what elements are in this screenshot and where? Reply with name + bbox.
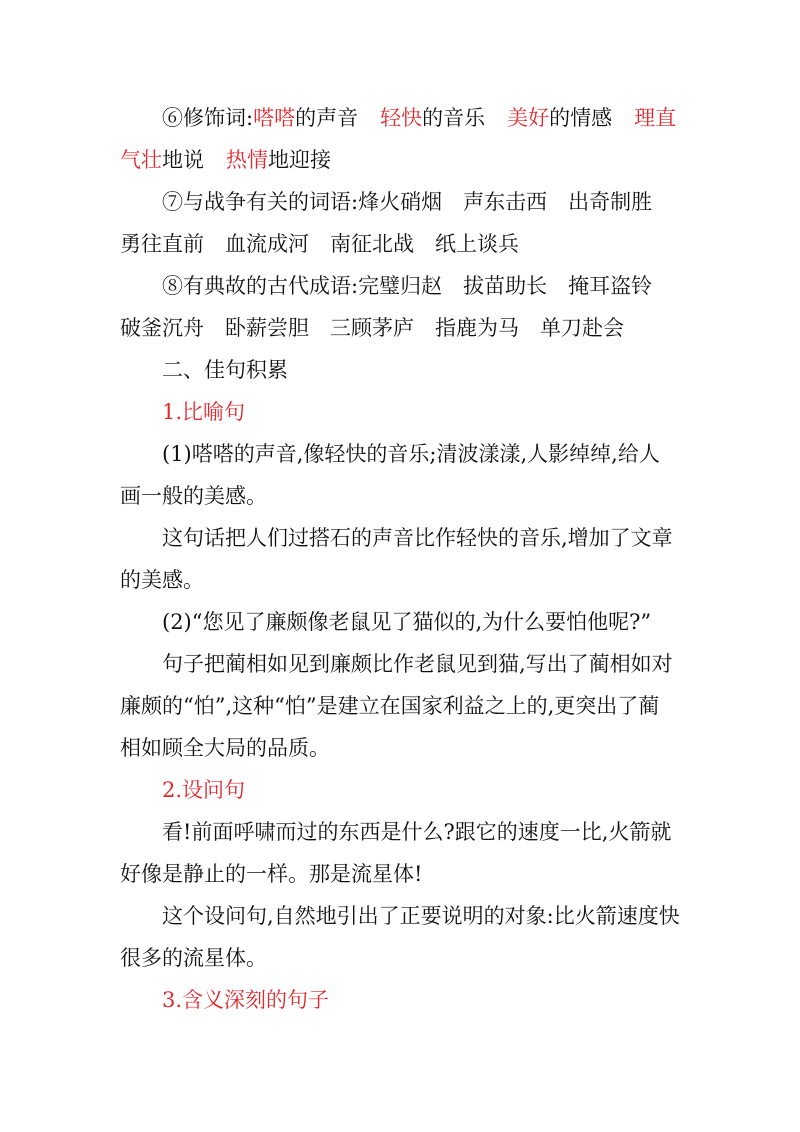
modifier-prefix: ⑥修饰词: bbox=[162, 106, 254, 130]
text-block bbox=[120, 97, 680, 1021]
question-note-1: 这个设问句,自然地引出了正要说明的对象:比火箭速度快很多的流星体。 bbox=[120, 904, 680, 970]
modifier-word-rest: 地迎接 bbox=[268, 148, 331, 172]
modifier-word-rest: 的声音 bbox=[295, 106, 359, 130]
modifier-word-red: 理直气壮 bbox=[120, 106, 677, 172]
metaphor-note-2: 句子把蔺相如见到廉颇比作老鼠见到猫,写出了蔺相如对廉颇的“怕”,这种“怕”是建立在国家利益之上的,更突出了蔺相如顾全大局的品质。 bbox=[120, 652, 673, 760]
modifier-word-red: 热情 bbox=[226, 148, 268, 172]
heading-metaphor: 1.比喻句 bbox=[162, 400, 246, 424]
metaphor-example-1: (1)嗒嗒的声音,像轻快的音乐;清波漾漾,人影绰绰,给人画一般的美感。 bbox=[120, 442, 660, 508]
modifier-word-rest: 的音乐 bbox=[422, 106, 486, 130]
modifier-word-rest: 的情感 bbox=[549, 106, 613, 130]
modifier-word-red: 美好 bbox=[507, 106, 550, 130]
war-words-paragraph: ⑦与战争有关的词语:烽火硝烟 声东击西 出奇制胜 勇往直前 血流成河 南征北战 纸上谈兵 bbox=[120, 190, 674, 256]
metaphor-example-2: (2)“您见了廉颇像老鼠见了猫似的,为什么要怕他呢?” bbox=[162, 610, 652, 634]
modifier-word-rest: 地说 bbox=[162, 148, 204, 172]
heading-profound-sentences: 3.含义深刻的句子 bbox=[162, 988, 330, 1012]
heading-rhetorical-question: 2.设问句 bbox=[162, 778, 246, 802]
section-title: 二、佳句积累 bbox=[162, 358, 288, 382]
idioms-paragraph: ⑧有典故的古代成语:完璧归赵 拔苗助长 掩耳盗铃 破釜沉舟 卧薪尝胆 三顾茅庐 指鹿为马 单刀赴会 bbox=[120, 274, 674, 340]
modifier-word-red: 嗒嗒 bbox=[253, 106, 296, 130]
modifier-words-paragraph bbox=[120, 97, 680, 181]
question-example-1: 看!前面呼啸而过的东西是什么?跟它的速度一比,火箭就好像是静止的一样。那是流星体! bbox=[120, 820, 672, 886]
metaphor-note-1: 这句话把人们过搭石的声音比作轻快的音乐,增加了文章的美感。 bbox=[120, 526, 673, 592]
modifier-word-red: 轻快 bbox=[380, 106, 423, 130]
